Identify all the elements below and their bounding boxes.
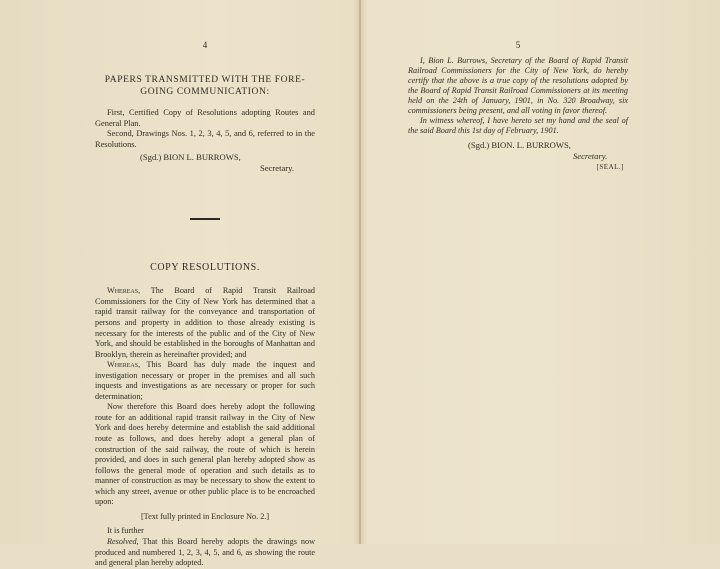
certificate-paragraph: I, Bion L. Burrows, Secretary of the Board of Rapid Transit Railroad Commissioners for the City of New York, do hereby certify that the above is a true copy of the resolutions adopted by the Board of Rapid Transit Railroad Commissioners at its meeting held on the 24th of January, 1901, in No. 320 Broadway, six commissioners being present, and all voting in favor thereof. [408,56,628,115]
papers-item-1: First, Certified Copy of Resolutions adopting Routes and General Plan. [95,108,315,128]
resolutions-text [95,286,315,568]
enclosure-note: [Text fully printed in Enclosure No. 2.] [140,511,270,521]
papers-heading [95,74,315,98]
page-number-left: 4 [202,40,208,50]
whereas-lead-1: Whereas, [107,286,141,296]
signature-block-right [408,140,628,173]
signature-block-left [95,152,315,174]
further-line: It is further [107,526,144,536]
signature-name: (Sgd.) BION L. BURROWS, [140,152,241,163]
certificate-text [408,56,628,136]
section-divider [190,218,220,220]
whereas-body-1: The Board of Rapid Transit Railroad Commissioners for the City of New York has determined that a rapid transit railway for the conveyance and transportation of persons and property in addition to those already existing is necessary for the interests of the public and of the City of New York, and should be established in the boroughs of Manhattan and Brooklyn, therein as hereinafter provided; and [95,286,315,359]
papers-heading-line1: PAPERS TRANSMITTED WITH THE FORE- [104,75,306,85]
seal-label: [SEAL.] [596,163,624,171]
whereas-paragraph-1 [95,286,315,360]
copy-resolutions-heading: COPY RESOLUTIONS. [150,262,260,274]
papers-item-2: Second, Drawings Nos. 1, 2, 3, 4, 5, and 6, referred to in the Resolutions. [95,129,315,149]
right-page [408,40,628,173]
whereas-lead-2: Whereas, [107,360,141,370]
witness-paragraph: In witness whereof, I have hereto set my hand and the seal of the said Board this 1st day of February, 1901. [408,116,628,135]
left-page [95,40,315,569]
whereas-body-2: This Board has duly made the inquest and investigation necessary or proper in the premises and all such inquests and investigations as are necessary or proper for such determination; [95,360,315,401]
signature-name-right: (Sgd.) BION. L. BURROWS, [468,140,571,150]
page-fold [359,0,361,544]
now-therefore-paragraph: Now therefore this Board does hereby adopt the following route for an additional rapid transit railway in the City of New York and does hereby determine and establish the said additional route as follows, and does hereby adopt a general plan of construction of the said railway, the route of which is herein provided, and does in such general plan hereby adopted show as follows the general mode of operation and such details as to manner of construction as may be necessary to show the extent to which any street, avenue or other public place is to be encroached upon: [95,402,315,507]
resolved-body: That this Board hereby adopts the drawings now produced and numbered 1, 2, 3, 4, 5, and 6, as showing the route and general plan hereby adopted. [95,536,315,568]
whereas-paragraph-2 [95,360,315,402]
resolved-lead: Resolved, [107,536,139,546]
signature-title: Secretary. [260,163,295,174]
papers-heading-line2: GOING COMMUNICATION: [140,87,270,97]
page-number-right: 5 [515,40,521,50]
resolved-paragraph [95,537,315,569]
signature-title-right: Secretary. [573,151,608,161]
